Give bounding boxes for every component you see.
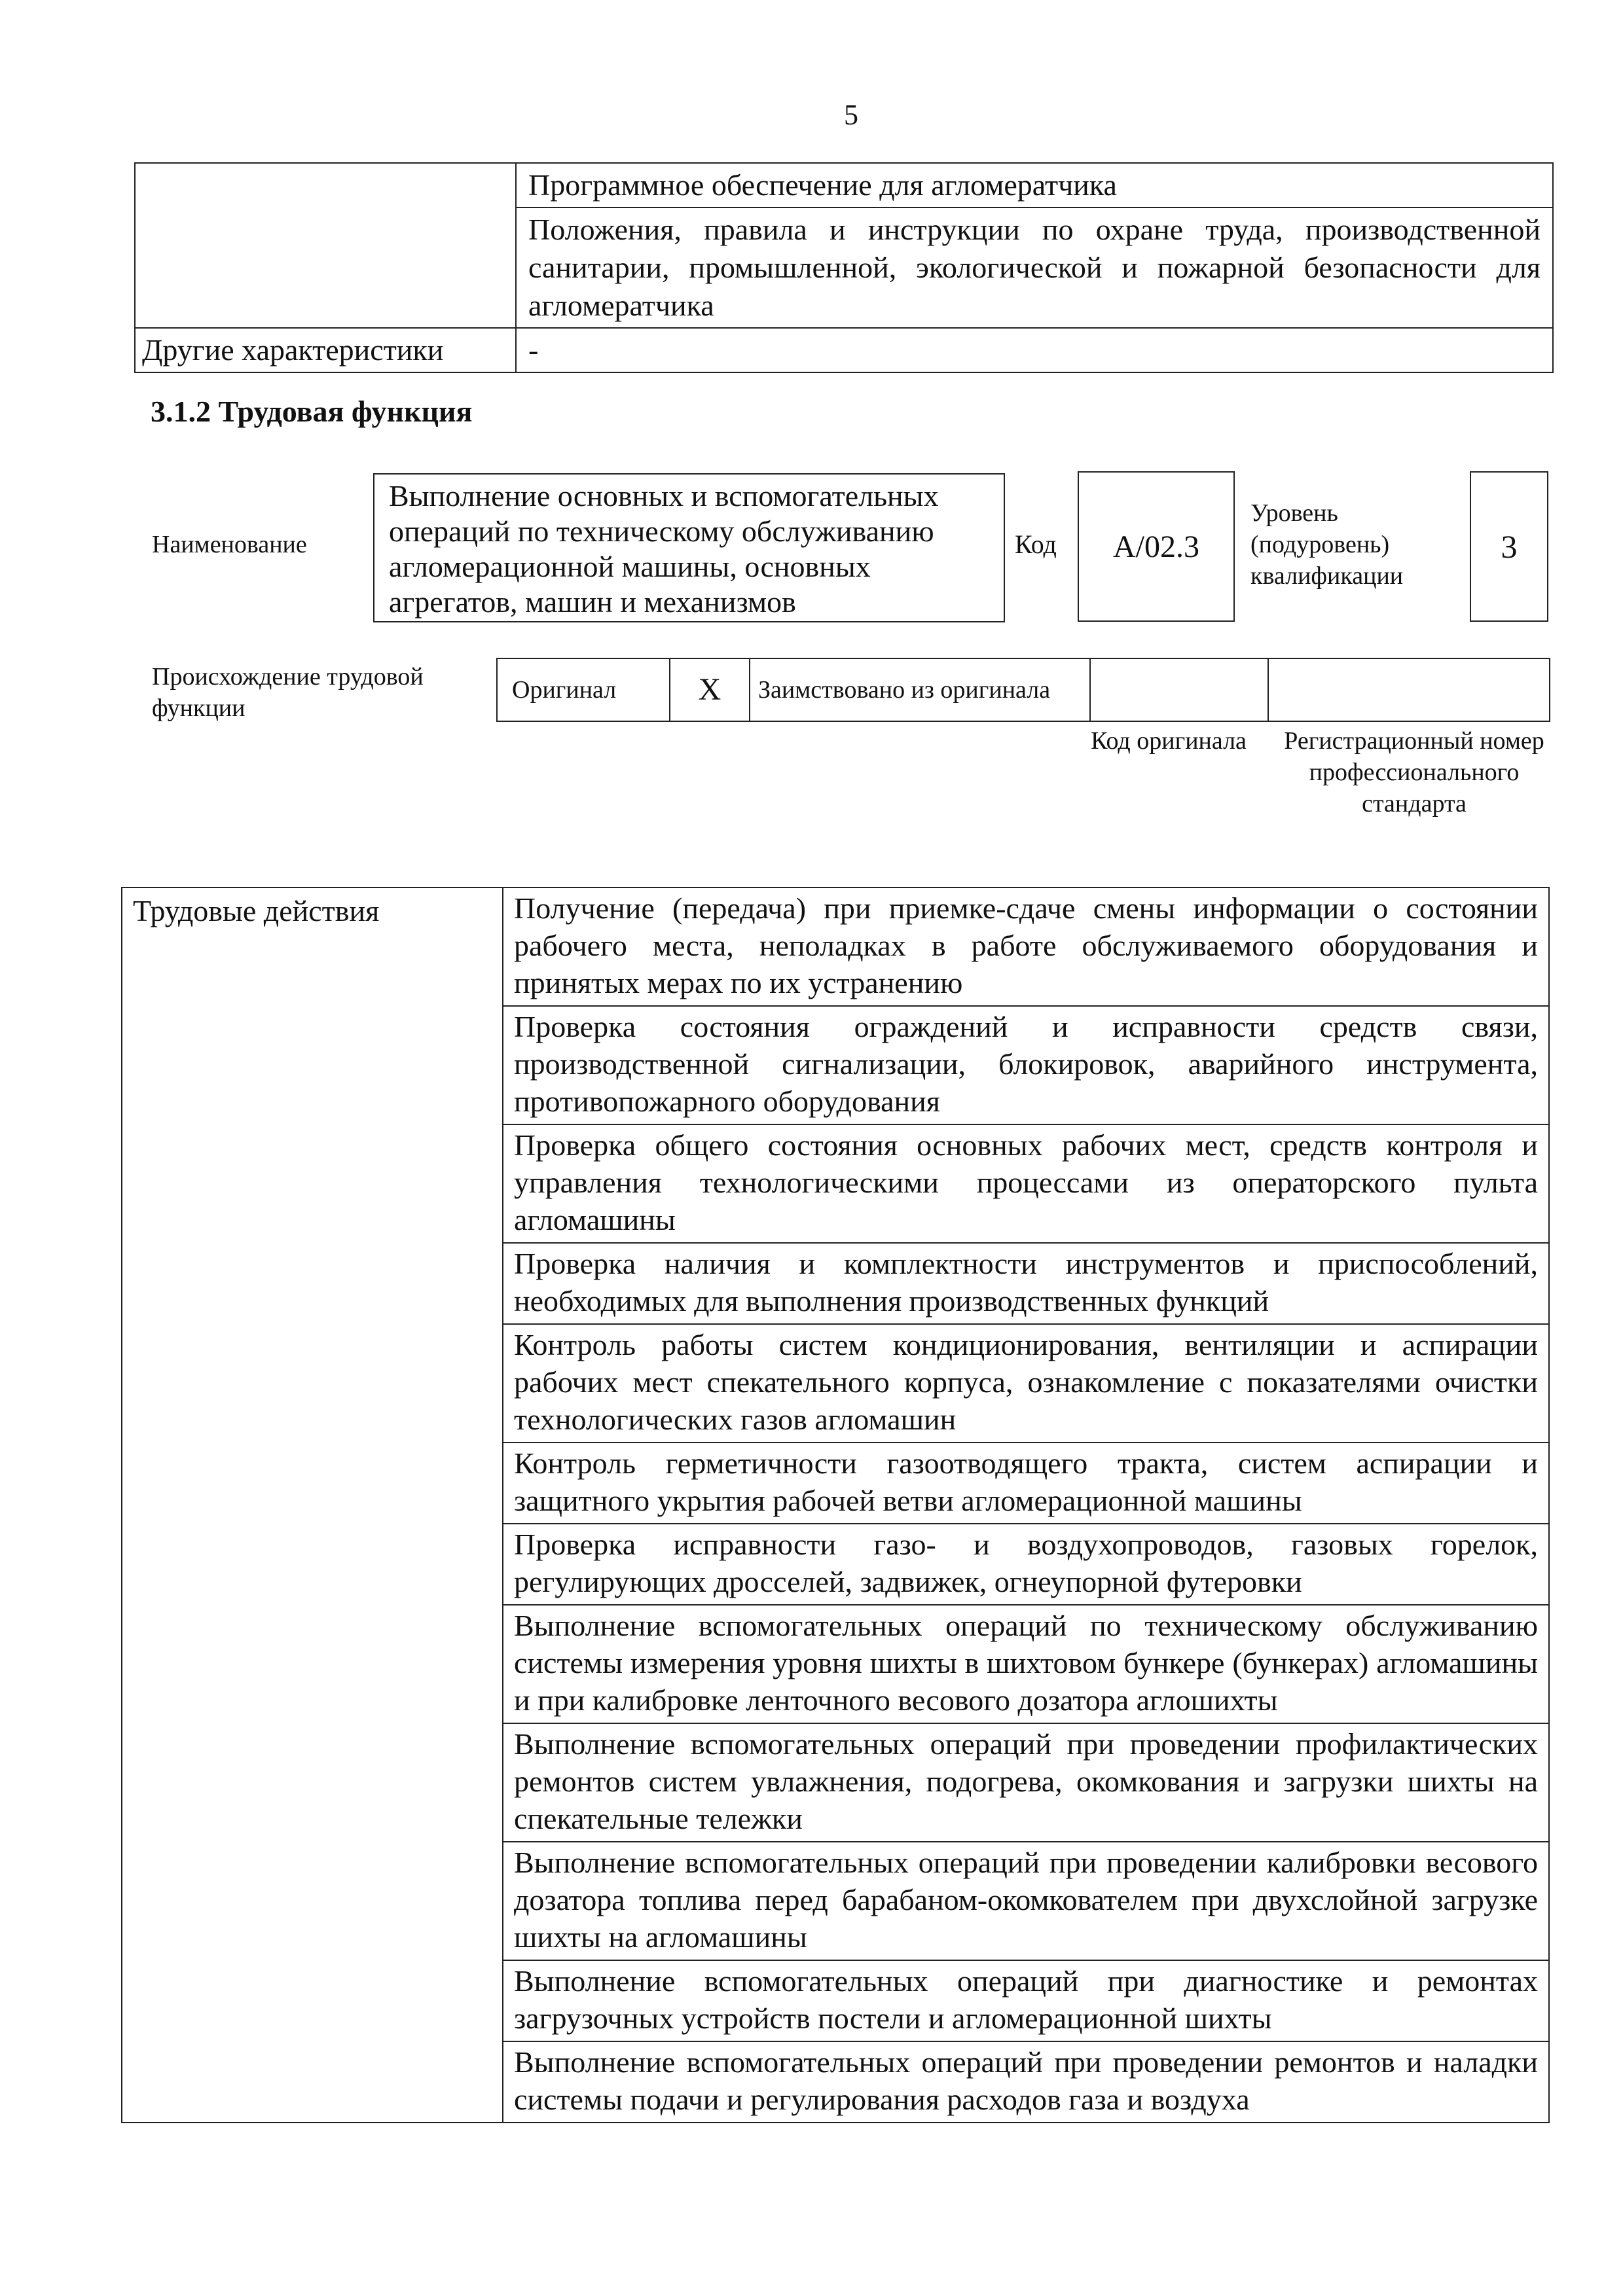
action-item: Проверка наличия и комплектности инструментов и приспособлений, необходимых для выполнения производственных функций [503,1243,1549,1324]
level-label: Уровень (подуровень) квалификации [1250,499,1404,590]
table-cell-label [135,163,516,328]
action-item: Контроль герметичности газоотводящего тракта, систем аспирации и защитного укрытия рабочей ветви агломерационной машины [503,1443,1549,1524]
action-item: Выполнение вспомогательных операций при проведении профилактических ремонтов систем увлажнения, подогрева, окомкования и загрузки шихты на спекательные тележки [503,1723,1549,1842]
code-label: Код [1015,529,1057,559]
action-item: Проверка состояния ограждений и исправности средств связи, производственной сигнализации, блокировок, аварийного инструмента, противопожарного оборудования [503,1006,1549,1124]
table-cell-label: Другие характеристики [135,328,516,372]
action-item: Выполнение вспомогательных операций при проведении ремонтов и наладки системы подачи и регулирования расходов газа и воздуха [503,2041,1549,2123]
table-row [135,328,1553,372]
table-cell-text: - [516,328,1553,372]
table-row [122,888,1549,1006]
reg-number-cell [1268,658,1550,721]
action-item: Получение (передача) при приемке-сдаче смены информации о состоянии рабочего места, неполадках в работе обслуживаемого оборудования и принятых мерах по их устранению [503,888,1549,1006]
action-item: Проверка исправности газо- и воздухопроводов, газовых горелок, регулирующих дросселей, задвижек, огнеупорной футеровки [503,1524,1549,1605]
borrowed-cell: Заимствовано из оригинала [750,658,1090,721]
top-table [134,162,1554,373]
table-row [497,658,1550,721]
original-mark-cell: X [670,658,750,721]
code-box: А/02.3 [1078,471,1235,622]
table-cell-text: Положения, правила и инструкции по охране труда, производственной санитарии, промышленной, экологической и пожарной безопасности для агломератчика [516,207,1553,328]
action-item: Контроль работы систем кондиционирования, вентиляции и аспирации рабочих мест спекательного корпуса, ознакомление с показателями очистки технологических газов агломашин [503,1324,1549,1443]
action-item: Выполнение вспомогательных операций при диагностике и ремонтах загрузочных устройств постели и агломерационной шихты [503,1960,1549,2041]
labor-actions-table [121,887,1550,2123]
name-label: Наименование [152,531,307,558]
origin-table [496,658,1550,722]
action-item: Выполнение вспомогательных операций при проведении калибровки весового дозатора топлива перед барабаном-окомкователем при двухслойной загрузке шихты на агломашины [503,1842,1549,1960]
original-cell: Оригинал [497,658,670,721]
action-item: Проверка общего состояния основных рабочих мест, средств контроля и управления технологическими процессами из операторского пульта агломашины [503,1124,1549,1243]
page-number: 5 [844,99,858,131]
code-original-caption: Код оригинала [1091,727,1247,755]
reg-number-caption: Регистрационный номер профессионального стандарта [1284,727,1544,817]
table-row [135,163,1553,207]
function-name-box: Выполнение основных и вспомогательных операций по техническому обслуживанию агломерационной машины, основных агрегатов, машин и механизмов [373,473,1005,622]
action-item: Выполнение вспомогательных операций по техническому обслуживанию системы измерения уровня шихты в шихтовом бункере (бункерах) агломашины и при калибровке ленточного весового дозатора аглошихты [503,1605,1549,1723]
actions-label-cell: Трудовые действия [122,888,503,2123]
code-original-cell [1090,658,1268,721]
level-box: 3 [1470,471,1548,622]
table-cell-text: Программное обеспечение для агломератчика [516,163,1553,207]
section-heading: 3.1.2 Трудовая функция [151,395,473,428]
origin-label: Происхождение трудовой функции [152,663,424,722]
